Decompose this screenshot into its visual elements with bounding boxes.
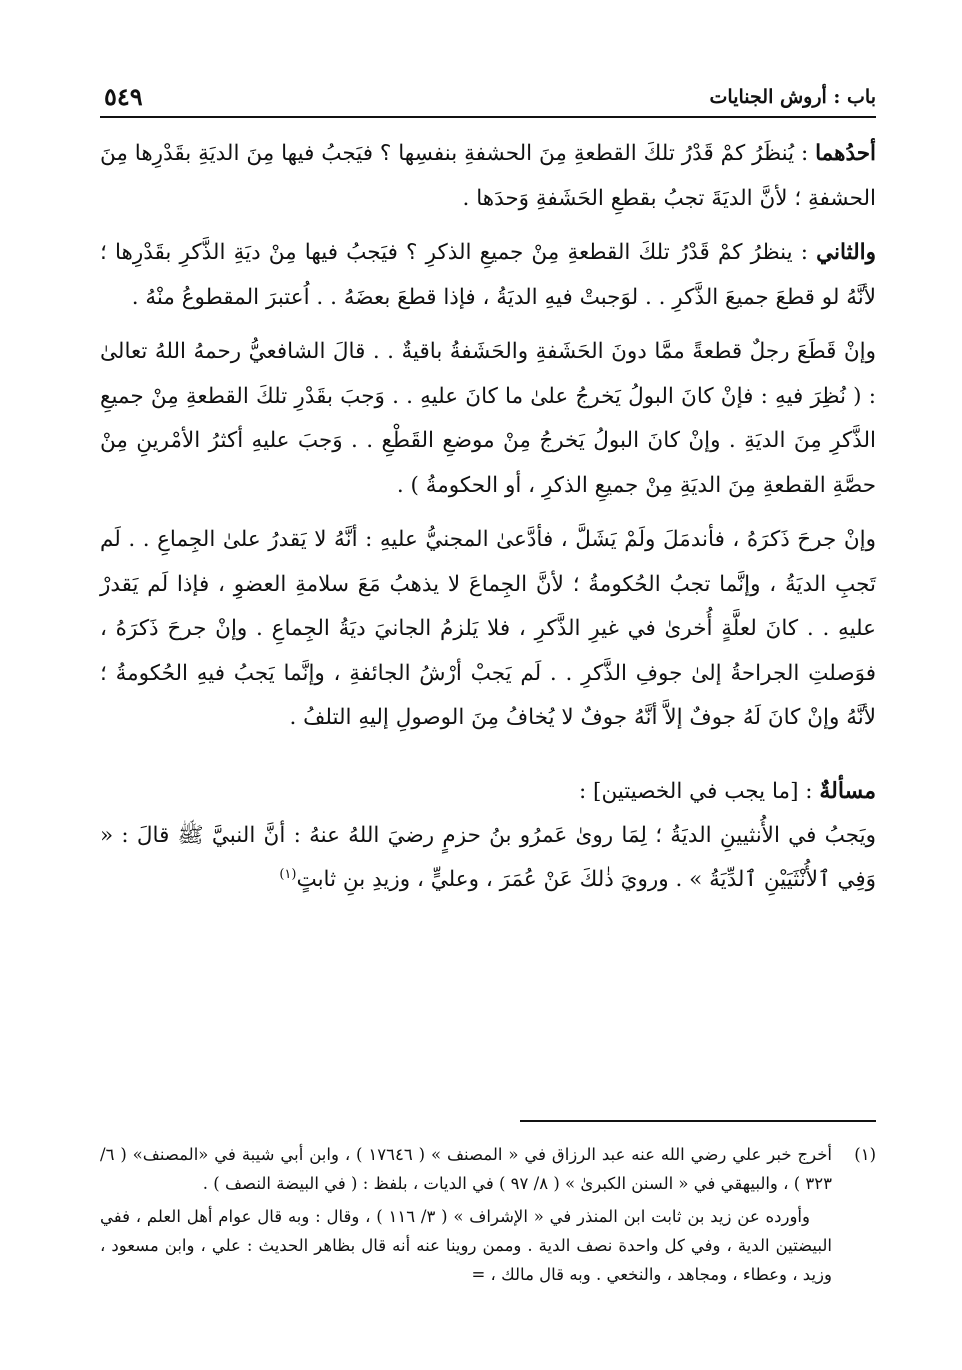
masala-title: : [ما يجب في الخصيتين] :	[578, 778, 820, 804]
paragraph-partial-cut: وإنْ قَطَعَ رجلٌ قطعةً ممَّا دونَ الحَشَفةِ والحَشَفةُ باقيةٌ . . قالَ الشافعيُّ رحمهُ اللهُ تعالىٰ : ( نُظِرَ فيهِ : فإنْ كانَ البولُ يَخرجُ علىٰ ما كانَ عليهِ . . وَجبَ بقَدْرِ تلكَ القطعةِ مِنْ جميعِ الذَّكرِ مِنَ الديَةِ . وإنْ كانَ البولُ يَخرجُ مِنْ موضعِ القَطْعِ . . وَجبَ عليهِ أكثرُ الأمْرينِ مِنْ حصَّةِ القطعةِ مِنَ الديَةِ مِنْ جميعِ الذكرِ ، أو الحكومةُ ) .	[100, 339, 876, 498]
book-page	[100, 80, 876, 1310]
footnote-separator	[520, 1120, 876, 1122]
footnote-marker: (١)	[854, 1145, 876, 1164]
footnote-text: أخرج خبر علي رضي الله عنه عبد الرزاق في « المصنف » ( ١٧٦٤٦ ) ، وابن أبي شيبة في «المصنف» ( ٦/ ٣٢٣ ) ، والبيهقي في « السنن الكبرىٰ » ( ٨/ ٩٧ ) في الديات ، بلفظ : ( في البيضة النصف ) .	[100, 1145, 832, 1193]
paragraph-text: : يُنظَرُ كمْ قَدْرُ تلكَ القطعةِ مِنَ الحشفةِ بنفسِها ؟ فيَجبُ فيها مِنَ الديَةِ بقَدْرِها مِنَ الحشفةِ ؛ لأنَّ الديَةَ تجبُ بقطعِ الحَشَفةِ وَحدَها .	[100, 141, 876, 211]
footnote-item	[100, 1140, 876, 1198]
main-text	[100, 132, 876, 913]
masala-text: ويَجبُ في الأُنثيينِ الديَةُ ؛ لِمَا روىٰ عَمرُو بنُ حزمٍ رضيَ اللهُ عنهُ : أنَّ النبيَّ ﷺ قالَ : « وَفِي ٱلأُنْثَيَيْنِ ٱلدِّيَةُ » . ورويَ ذٰلكَ عَنْ عُمَرَ ، وعليٍّ ، وزيدِ بنِ ثابتٍ	[100, 822, 876, 892]
paragraph-lead-word: أحدُهما	[815, 141, 876, 166]
masala-section	[100, 769, 876, 903]
footnote-continuation: وأورده عن زيد بن ثابت ابن المنذر في « الإشراف » ( ٣/ ١١٦ ) ، وقال : وبه قال عوام أهل العلم ، ففي البيضتين الدية ، وفي كل واحدة نصف الدية . وممن روينا عنه أنه قال بظاهر الحديث : علي ، وابن مسعود ، وزيد ، وعطاء ، ومجاهد ، والنخعي . وبه قال مالك ، =	[100, 1207, 832, 1284]
page-number: ٥٤٩	[104, 82, 143, 111]
masala-paragraph	[100, 814, 876, 903]
running-title: باب : أروش الجنايات	[709, 86, 876, 108]
masala-heading	[100, 769, 876, 814]
footnote-reference[interactable]: (١)	[279, 866, 297, 882]
masala-label: مسألةٌ	[819, 777, 876, 804]
footnotes	[100, 1140, 876, 1289]
paragraph-second-opinion	[100, 231, 876, 320]
paragraph-first-opinion	[100, 132, 876, 221]
running-header	[100, 80, 876, 118]
paragraph-lead-word: والثاني	[816, 240, 876, 265]
paragraph-text: : ينظرُ كمْ قَدْرُ تلكَ القطعةِ مِنْ جميعِ الذكرِ ؟ فيَجبُ فيها مِنْ ديَةِ الذَّكرِ بقَدْرِها ؛ لأنَّهُ لو قطعَ جميعَ الذَّكرِ . . لوَجبتْ فيهِ الديَةُ ، فإذا قطعَ بعضَهُ . . اُعتبرَ المقطوعُ منْهُ .	[100, 240, 876, 310]
paragraph-wound: وإنْ جرحَ ذَكرَهُ ، فأندمَلَ ولَمْ يَشَلَّ ، فأدَّعىٰ المجنيُّ عليهِ : أنَّهُ لا يَقدرُ علىٰ الجِماعِ . . لَم تَجبِ الديَةُ ، وإنَّما تجبُ الحُكومةُ ؛ لأنَّ الجِماعَ لا يذهبُ مَعَ سلامةِ العضوِ ، فإذا لَم يَقدرْ عليهِ . . كانَ لعلَّةٍ أُخرىٰ في غيرِ الذَّكرِ ، فلا يَلزمُ الجانيَ ديَةُ الجِماعِ . وإنْ جرحَ ذَكرَهُ ، فوَصلتِ الجراحةُ إلىٰ جوفِ الذَّكرِ . . لَم يَجبْ أرْشُ الجائفةِ ، وإنَّما يَجبُ فيهِ الحُكومةُ ؛ لأنَّهُ وإنْ كانَ لَهُ جوفٌ إلاَّ أنَّهُ جوفٌ لا يُخافُ مِنَ الوصولِ إليهِ التلفُ .	[100, 527, 876, 730]
